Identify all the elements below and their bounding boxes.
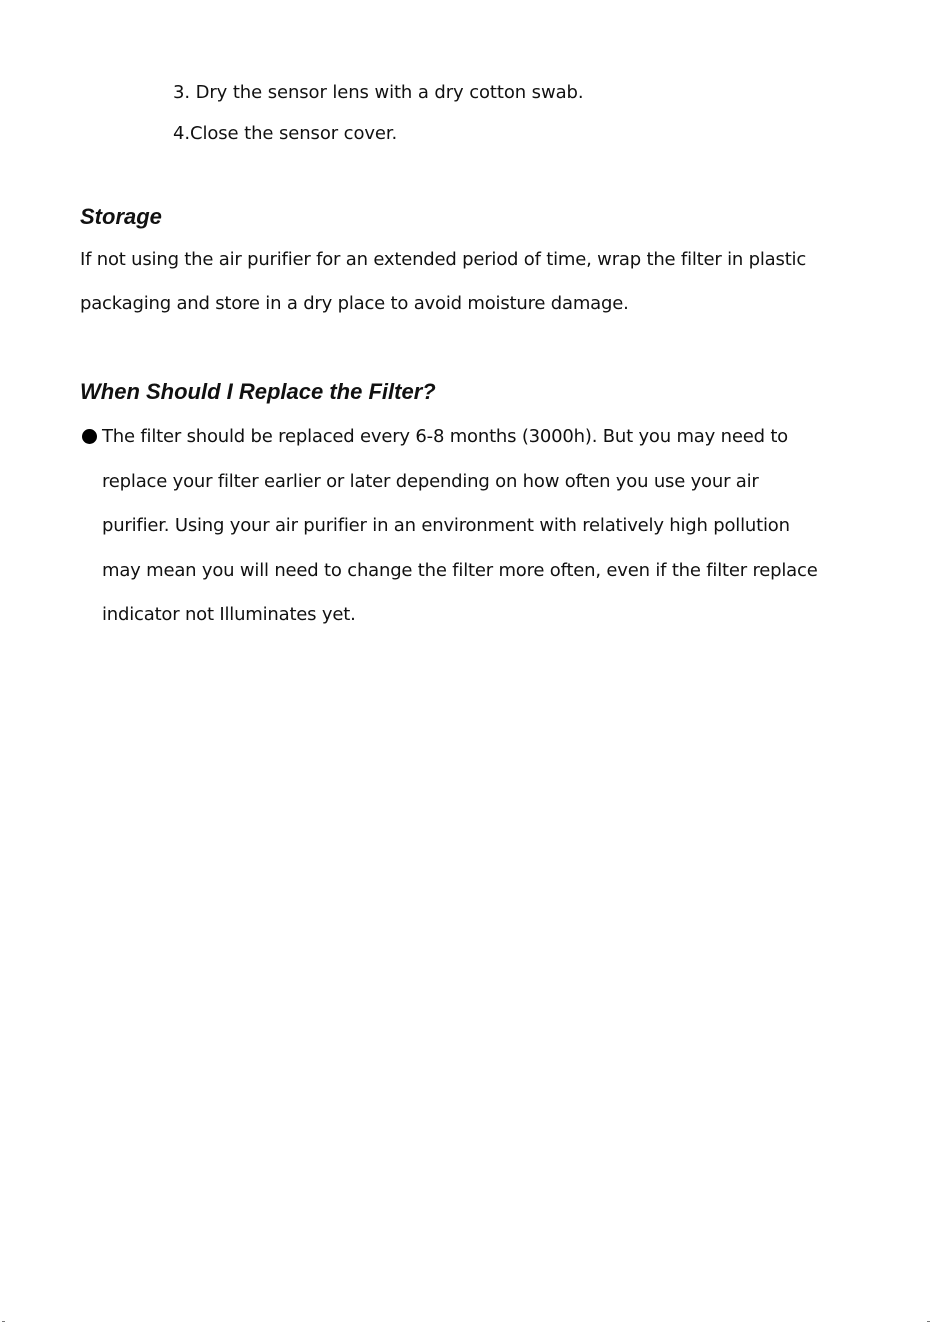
replace-filter-bullet-line: may mean you will need to change the filter more often, even if the filter replace xyxy=(102,560,818,581)
replace-filter-bullet-line: indicator not Illuminates yet. xyxy=(102,604,356,625)
page-edge-mark xyxy=(927,1321,930,1322)
replace-filter-bullet-line: The filter should be replaced every 6-8 months (3000h). But you may need to xyxy=(102,426,788,447)
storage-paragraph-line: packaging and store in a dry place to avoid moisture damage. xyxy=(80,293,629,314)
step-3-text: 3. Dry the sensor lens with a dry cotton swab. xyxy=(173,82,584,103)
bullet-icon xyxy=(82,429,97,444)
replace-filter-heading: When Should I Replace the Filter? xyxy=(80,379,436,404)
replace-filter-bullet-line: purifier. Using your air purifier in an environment with relatively high pollution xyxy=(102,515,790,536)
page-edge-mark xyxy=(2,1321,5,1322)
storage-heading: Storage xyxy=(80,204,162,229)
replace-filter-bullet-line: replace your filter earlier or later depending on how often you use your air xyxy=(102,471,759,492)
step-4-text: 4.Close the sensor cover. xyxy=(173,123,398,144)
storage-paragraph-line: If not using the air purifier for an extended period of time, wrap the filter in plastic xyxy=(80,249,807,270)
